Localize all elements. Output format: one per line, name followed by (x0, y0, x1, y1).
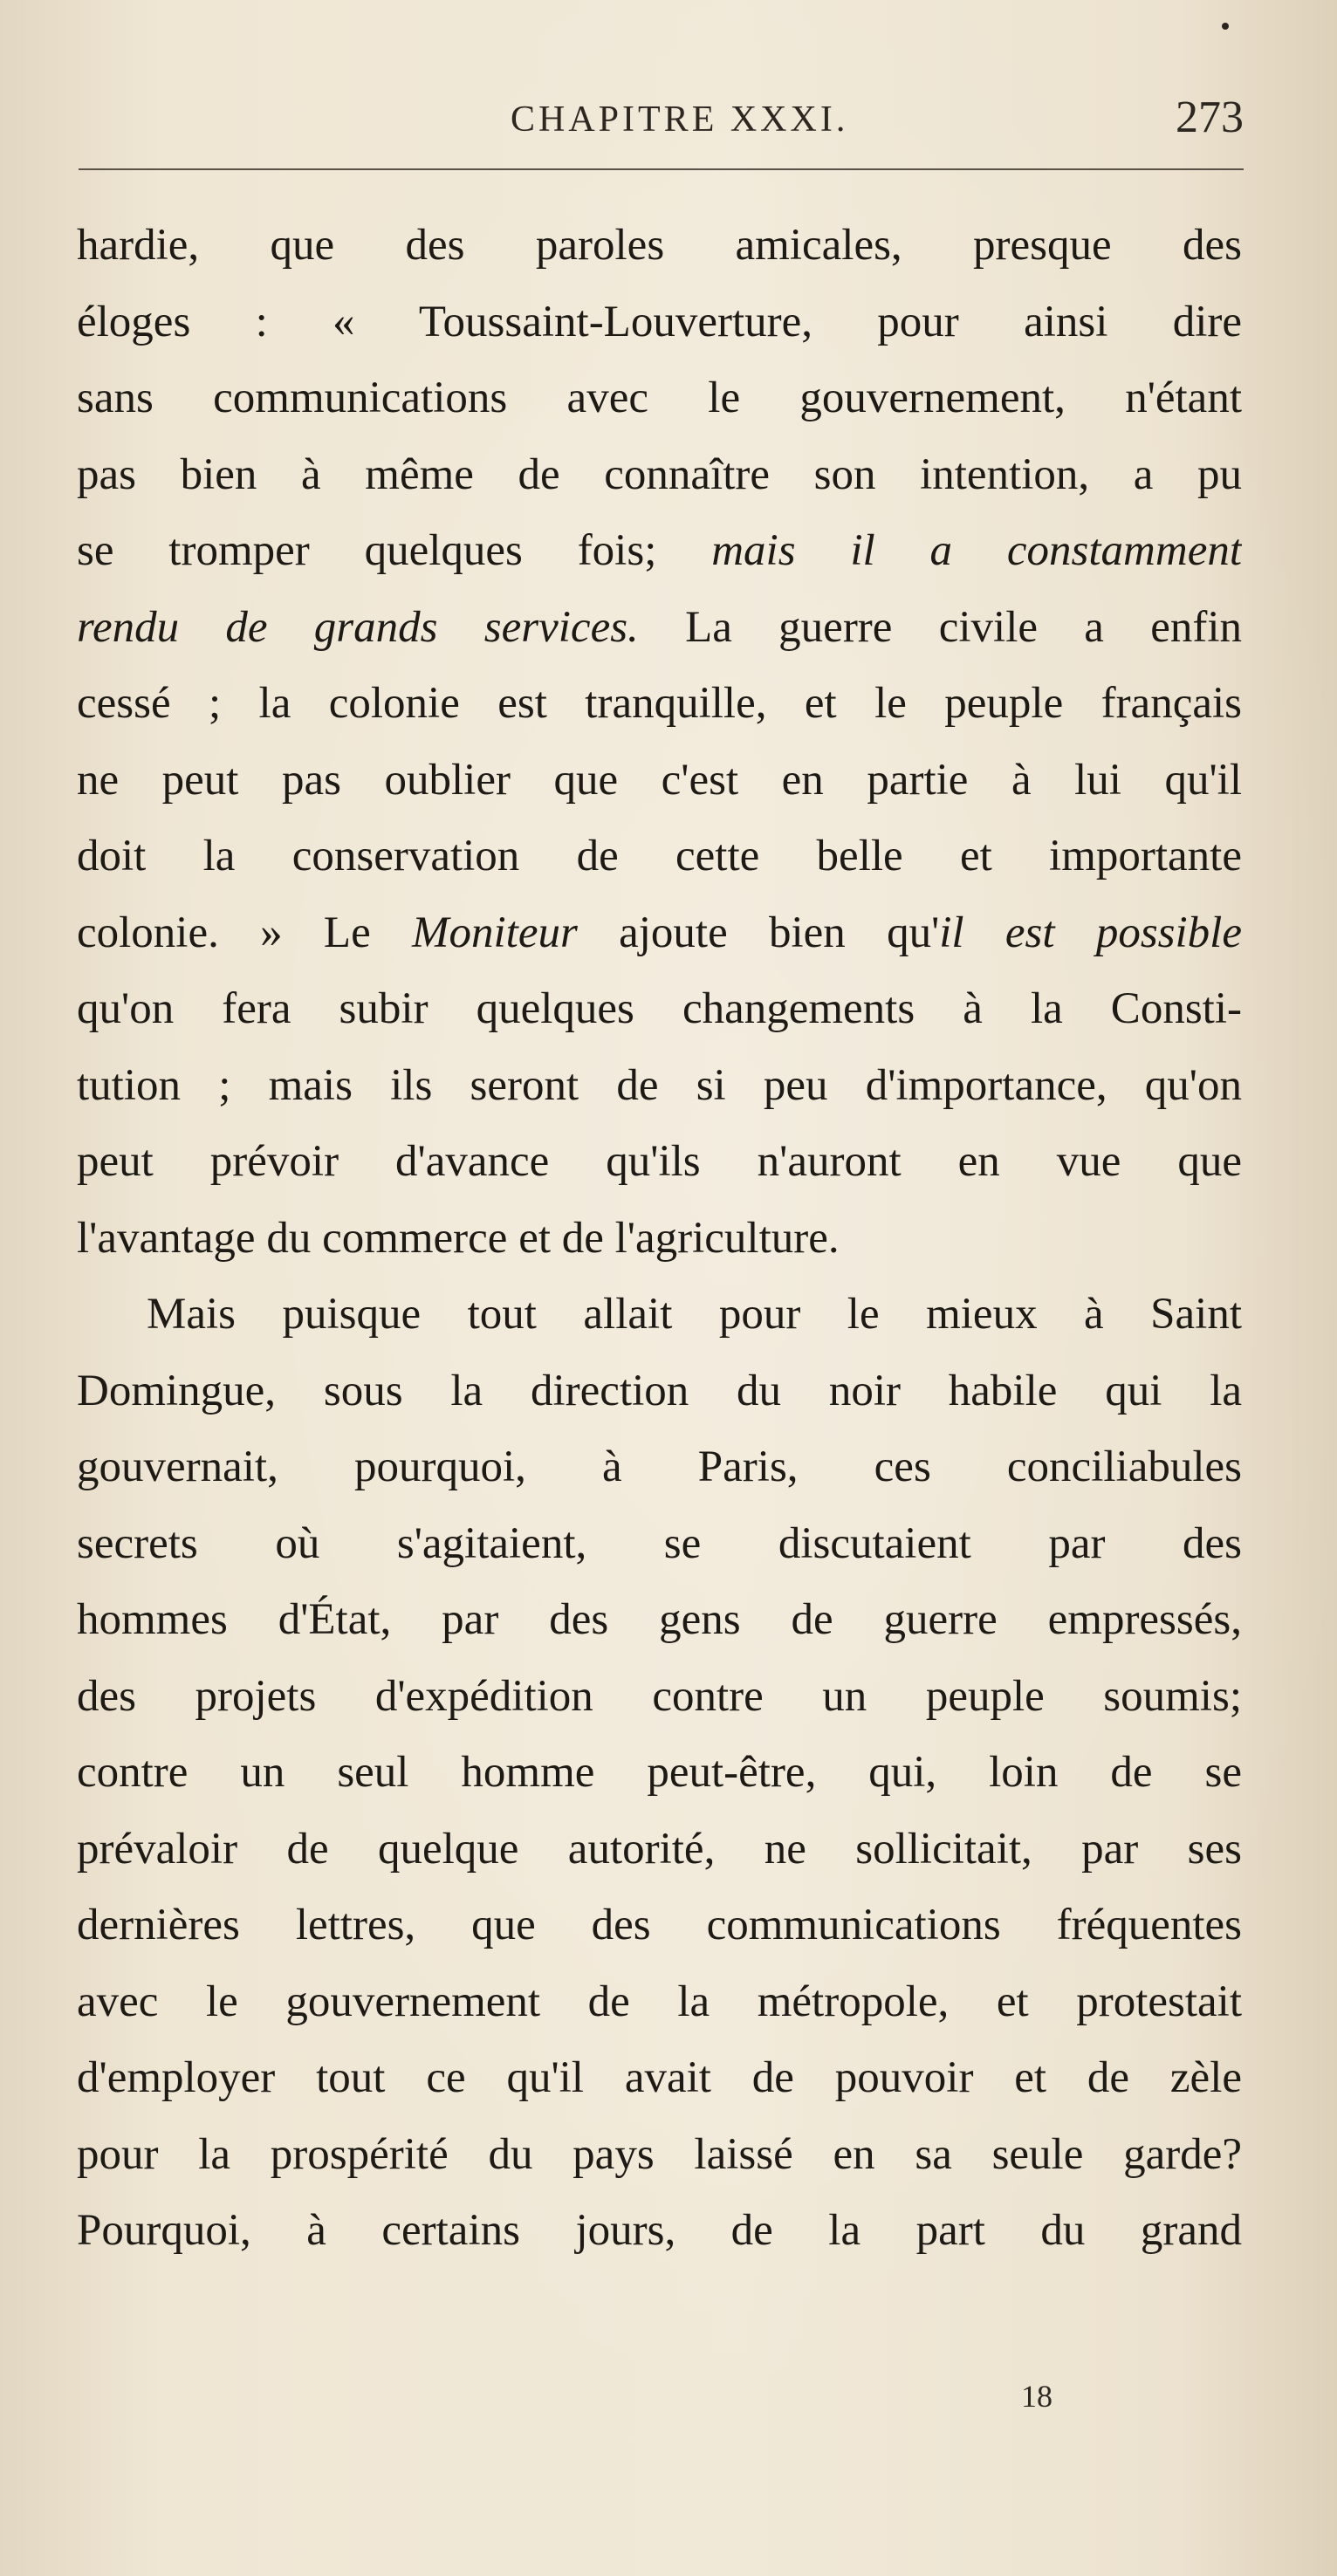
text-line: Domingue, sous la direction du noir habile qui la (77, 1366, 1242, 1415)
text-line: tution ; mais ils seront de si peu d'importance, qu'on (77, 1060, 1242, 1110)
text-line: avec le gouvernement de la métropole, et protestait (77, 1977, 1242, 2026)
text-line: secrets où s'agitaient, se discutaient par des (77, 1518, 1242, 1568)
text-line: pas bien à même de connaître son intention, a pu (77, 449, 1242, 499)
text-line: hardie, que des paroles amicales, presque des (77, 221, 1242, 270)
italic-run: Moniteur (412, 908, 578, 957)
text-line (77, 513, 1242, 590)
page-number: 273 (1176, 92, 1244, 142)
body-text (77, 208, 1242, 2270)
italic-run: rendu de grands services. (77, 602, 639, 652)
italic-run: il est possible (939, 908, 1242, 957)
text-run: colonie. » Le (77, 908, 412, 957)
text-line: dernières lettres, que des communications fréquentes (77, 1901, 1242, 1949)
text-line: sans communications avec le gouvernement, n'étant (77, 373, 1242, 422)
ink-speck (1222, 23, 1229, 30)
text-line: l'avantage du commerce et de l'agriculture. (77, 1213, 840, 1263)
text-line (77, 590, 1242, 667)
italic-run: mais il a constamment (711, 526, 1242, 575)
printer-signature-mark: 18 (1021, 2379, 1052, 2414)
text-line: peut prévoir d'avance qu'ils n'auront en vue que (77, 1137, 1242, 1186)
text-line: hommes d'État, par des gens de guerre empressés, (77, 1595, 1242, 1644)
text-line: gouvernait, pourquoi, à Paris, ces conciliabules (77, 1442, 1242, 1491)
text-line: Mais puisque tout allait pour le mieux à Saint (147, 1290, 1242, 1339)
text-line: Pourquoi, à certains jours, de la part du grand (77, 2206, 1242, 2255)
text-line: d'employer tout ce qu'il avait de pouvoir et de zèle (77, 2053, 1242, 2102)
text-line: prévaloir de quelque autorité, ne sollicitait, par ses (77, 1824, 1242, 1874)
header-rule (79, 168, 1244, 170)
text-line: ne peut pas oublier que c'est en partie à lui qu'il (77, 755, 1242, 805)
text-line: contre un seul homme peut-être, qui, loin de se (77, 1748, 1242, 1797)
text-run: ajoute bien qu' (577, 908, 940, 957)
running-head (79, 83, 1244, 161)
text-line: cessé ; la colonie est tranquille, et le peuple français (77, 679, 1242, 728)
text-line: pour la prospérité du pays laissé en sa seule garde? (77, 2129, 1242, 2179)
text-line: doit la conservation de cette belle et importante (77, 832, 1242, 880)
text-line: qu'on fera subir quelques changements à la Consti- (77, 984, 1242, 1033)
text-line (77, 895, 1242, 972)
text-run: La guerre civile a enfin (638, 602, 1242, 652)
chapter-title: CHAPITRE XXXI. (511, 99, 849, 140)
text-line: des projets d'expédition contre un peuple soumis; (77, 1671, 1242, 1721)
text-run: se tromper quelques fois; (77, 526, 712, 575)
text-line: éloges : « Toussaint-Louverture, pour ainsi dire (77, 297, 1242, 346)
